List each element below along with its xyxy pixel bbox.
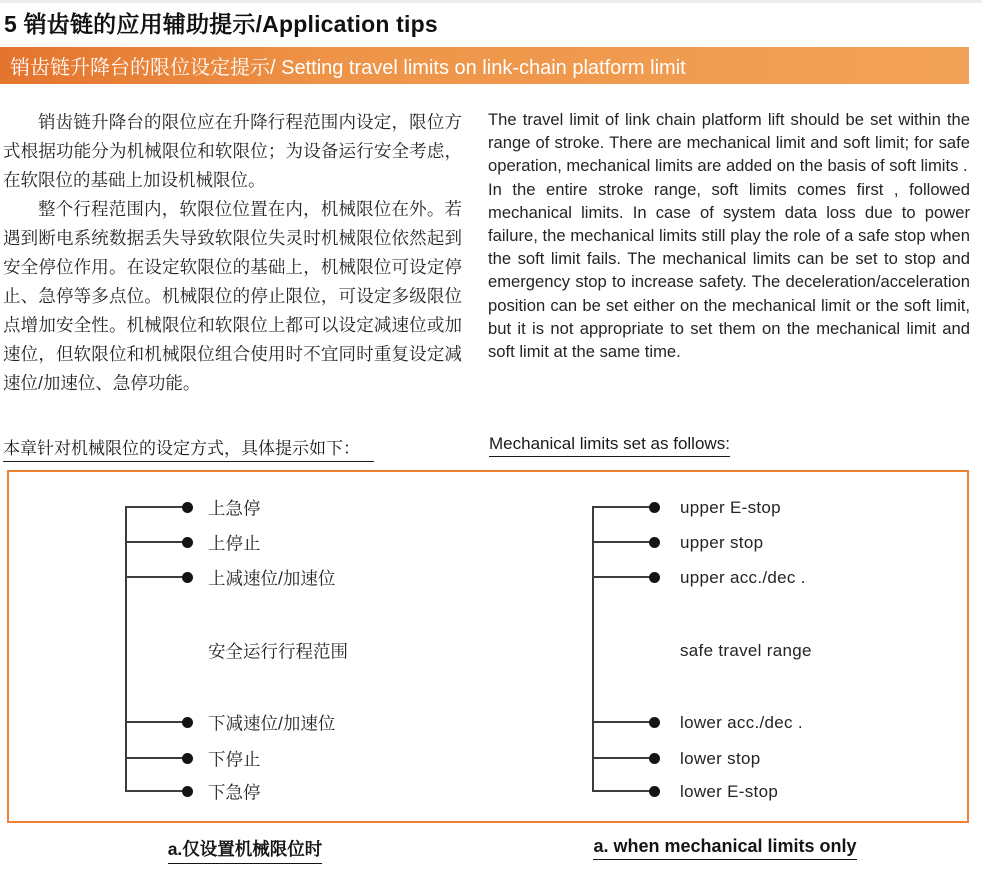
- label-upper-accdec-zh: 上减速位/加速位: [208, 568, 336, 589]
- page-top-edge: [0, 0, 982, 3]
- limit-dot: [649, 786, 660, 797]
- label-safe-range-zh: 安全运行行程范围: [208, 641, 348, 662]
- section-banner-text: 销齿链升降台的限位设定提示/ Setting travel limits on link-chain platform limit: [10, 57, 686, 79]
- limit-dot: [182, 717, 193, 728]
- limit-dot: [649, 572, 660, 583]
- limit-dot: [182, 537, 193, 548]
- caption-zh: [95, 836, 395, 864]
- label-lower-stop-zh: 下停止: [208, 749, 261, 770]
- paragraph-en-1: The travel limit of link chain platform lift should be set within the range of stroke. There are mechanical limit and soft limit; for safe operation, mechanical limits are added on the basis of soft limits .: [488, 110, 970, 176]
- subheading-en-text: Mechanical limits set as follows:: [489, 434, 730, 457]
- right-tick-line: [592, 541, 655, 543]
- subheading-zh: [3, 434, 374, 462]
- paragraph-en-2: In the entire stroke range, soft limits comes first , followed mechanical limits. In case of system data loss due to power failure, the mechanical limits still play the role of a safe stop when the soft limit fails. The mechanical limits can be set to stop and emergency stop to increase safety. The deceleration/acceleration position can be set either on the mechanical limit or the soft limit, but it is not appropriate to set them on the mechanical limit and soft limit at the same time.: [488, 179, 970, 362]
- label-lower-estop-en: lower E-stop: [680, 782, 779, 801]
- limit-dot: [182, 572, 193, 583]
- page-title: 5 销齿链的应用辅助提示/Application tips: [4, 11, 438, 37]
- limit-dot: [182, 502, 193, 513]
- label-lower-stop-en: lower stop: [680, 749, 761, 768]
- label-upper-estop-en: upper E-stop: [680, 498, 781, 517]
- right-tick-line: [592, 790, 655, 792]
- label-safe-range-en: safe travel range: [680, 641, 812, 660]
- diagram-box: [7, 470, 969, 823]
- limit-dot: [182, 753, 193, 764]
- right-tick-line: [592, 721, 655, 723]
- right-tick-line: [592, 576, 655, 578]
- subheading-zh-text: 本章针对机械限位的设定方式，具体提示如下：: [3, 434, 374, 462]
- caption-zh-text: a.仅设置机械限位时: [168, 836, 323, 864]
- right-tick-line: [592, 506, 655, 508]
- english-column: [488, 108, 970, 363]
- label-lower-estop-zh: 下急停: [208, 782, 261, 803]
- caption-en-text: a. when mechanical limits only: [593, 836, 856, 860]
- limit-dot: [649, 502, 660, 513]
- label-lower-accdec-zh: 下减速位/加速位: [208, 713, 336, 734]
- label-upper-stop-zh: 上停止: [208, 533, 261, 554]
- label-upper-stop-en: upper stop: [680, 533, 764, 552]
- limit-dot: [182, 786, 193, 797]
- limit-dot: [649, 537, 660, 548]
- limit-dot: [649, 717, 660, 728]
- paragraph-zh-2: 整个行程范围内，软限位位置在内，机械限位在外。若遇到断电系统数据丢失导致软限位失灵时机械限位依然起到安全停位作用。在设定软限位的基础上，机械限位可设定停止、急停等多点位。机械限位的停止限位，可设定多级限位点增加安全性。机械限位和软限位上都可以设定减速位或加速位，但软限位和机械限位组合使用时不宜同时重复设定减速位/加速位、急停功能。: [3, 199, 462, 393]
- right-bracket-line: [592, 507, 594, 792]
- right-tick-line: [592, 757, 655, 759]
- chinese-column: [3, 108, 462, 398]
- section-banner: [0, 47, 969, 84]
- paragraph-zh-1: 销齿链升降台的限位应在升降行程范围内设定，限位方式根据功能分为机械限位和软限位；为设备运行安全考虑，在软限位的基础上加设机械限位。: [3, 112, 462, 190]
- left-bracket-line: [125, 507, 127, 792]
- label-upper-estop-zh: 上急停: [208, 498, 261, 519]
- label-lower-accdec-en: lower acc./dec .: [680, 713, 803, 732]
- subheading-en: [489, 434, 730, 457]
- caption-en: [550, 836, 900, 860]
- label-upper-accdec-en: upper acc./dec .: [680, 568, 806, 587]
- limit-dot: [649, 753, 660, 764]
